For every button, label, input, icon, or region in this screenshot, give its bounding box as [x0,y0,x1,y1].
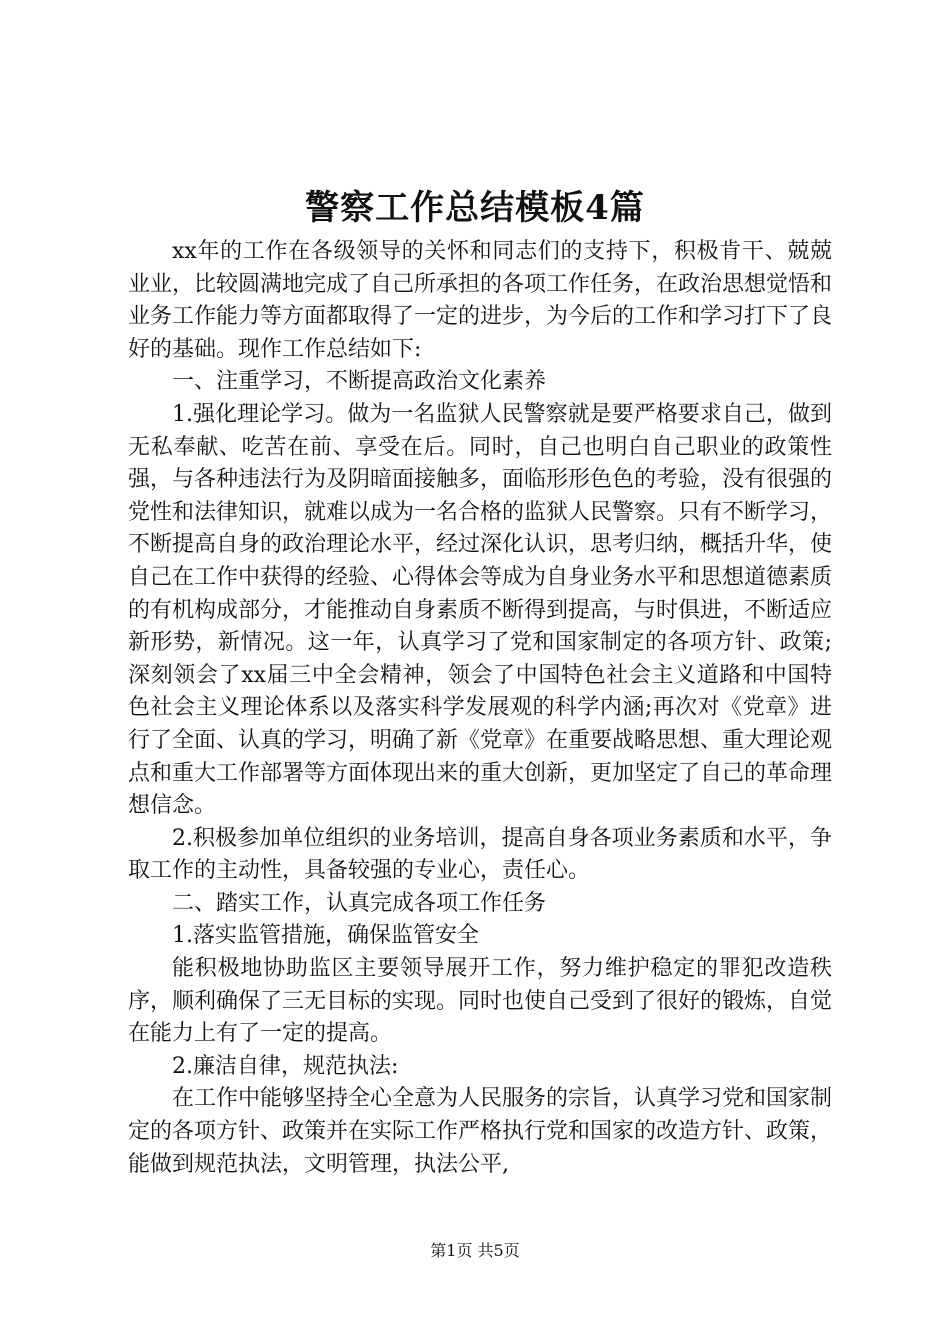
document-body [128,236,832,1181]
paragraph-theory-study: 1.强化理论学习。做为一名监狱人民警察就是要严格要求自己，做到无私奉献、吃苦在前、享受在后。同时，自己也明白自己职业的政策性强，与各种违法行为及阴暗面接触多，面临形形色色的考验，没有很强的党性和法律知识，就难以成为一名合格的监狱人民警察。只有不断学习，不断提高自身的政治理论水平，经过深化认识，思考归纳，概括升华，使自己在工作中获得的经验、心得体会等成为自身业务水平和思想道德素质的有机构成部分，才能推动自身素质不断得到提高，与时俱进，不断适应新形势，新情况。这一年，认真学习了党和国家制定的各项方针、政策;深刻领会了xx届三中全会精神，领会了中国特色社会主义道路和中国特色社会主义理论体系以及落实科学发展观的科学内涵;再次对《党章》进行了全面、认真的学习，明确了新《党章》在重要战略思想、重大理论观点和重大工作部署等方面体现出来的重大创新，更加坚定了自己的革命理想信念。 [128,401,833,819]
section-heading-1: 一、注重学习，不断提高政治文化素养 [172,369,547,395]
page-footer: 第1页 共5页 [430,1241,520,1260]
paragraph-training: 2.积极参加单位组织的业务培训，提高自身各项业务素质和水平，争取工作的主动性，具备较强的专业心，责任心。 [128,825,832,884]
paragraph-supervision: 能积极地协助监区主要领导展开工作，努力维护稳定的罪犯改造秩序，顺利确保了三无目标的实现。同时也使自己受到了很好的锻炼，自觉在能力上有了一定的提高。 [128,956,833,1047]
subheading-supervision: 1.落实监管措施，确保监管安全 [172,923,479,949]
document-title: 警察工作总结模板4篇 [305,188,645,228]
paragraph-intro: xx年的工作在各级领导的关怀和同志们的支持下，积极肯干、兢兢业业，比较圆满地完成了自己所承担的各项工作任务，在政治思想觉悟和业务工作能力等方面都取得了一定的进步，为今后的工作和学习打下了良好的基础。现作工作总结如下: [128,239,833,362]
subheading-integrity: 2.廉洁自律，规范执法: [172,1053,399,1079]
section-heading-2: 二、踏实工作，认真完成各项工作任务 [172,890,547,916]
paragraph-integrity: 在工作中能够坚持全心全意为人民服务的宗旨，认真学习党和国家制定的各项方针、政策并在实际工作严格执行党和国家的改造方针、政策，能做到规范执法，文明管理，执法公平, [128,1086,833,1177]
